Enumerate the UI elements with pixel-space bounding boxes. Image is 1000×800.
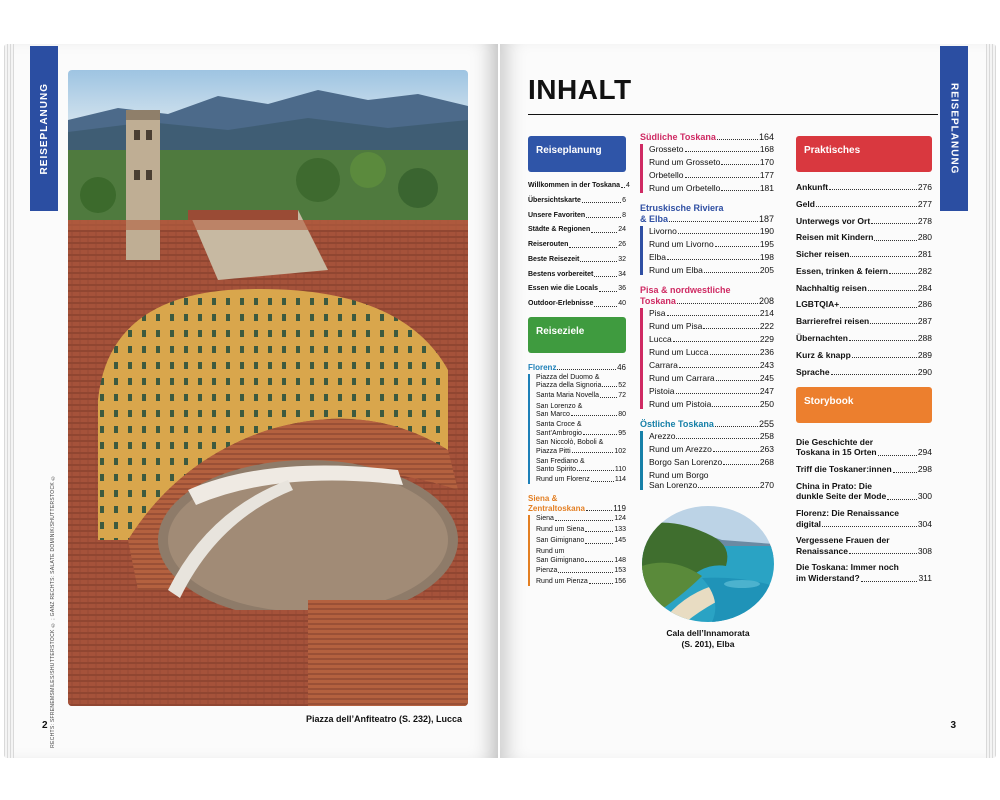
toc-entry[interactable]	[528, 197, 626, 205]
toc-entry-page: 177	[759, 169, 774, 180]
toc-entry-label: San Gimignano	[536, 537, 585, 545]
suedliche-entries	[640, 144, 774, 193]
right-page	[500, 44, 986, 758]
pisa-entries	[640, 308, 774, 409]
section-heading-label: Reiseziele	[536, 325, 585, 337]
circle-caption-line1: Cala dell’Innamorata	[666, 628, 750, 638]
toc-entry-label-line1: Rund um	[536, 548, 565, 556]
toc-entry[interactable]	[536, 537, 626, 545]
toc-entry[interactable]	[649, 252, 774, 262]
toc-entry[interactable]	[649, 431, 774, 441]
etruskische-group	[640, 203, 774, 275]
group-heading-pisa[interactable]	[640, 296, 774, 306]
section-heading-storybook[interactable]	[796, 387, 932, 423]
toc-entry-page: 298	[917, 464, 932, 475]
section-heading-label: Reiseplanung	[536, 145, 602, 156]
page-number-right: 3	[950, 720, 956, 731]
toc-entry-label: Sprache	[796, 366, 830, 377]
toc-entry-label-line1: Vergessene Frauen der	[796, 535, 890, 546]
toc-entry-label: San Lorenzo	[649, 480, 698, 491]
toc-entry-label: Rund um Pisa	[649, 320, 703, 331]
toc-entry[interactable]	[649, 226, 774, 236]
group-heading-line1: Etruskische Riviera	[640, 203, 724, 214]
section-tab-right	[940, 46, 968, 211]
group-heading-siena[interactable]	[528, 504, 626, 513]
toc-entry-page: 26	[618, 241, 626, 249]
toc-entry-page: 286	[917, 299, 932, 310]
group-heading-oestliche[interactable]	[640, 419, 774, 429]
toc-entry[interactable]	[649, 373, 774, 383]
toc-entry-page: 290	[917, 366, 932, 377]
group-heading-label: Östliche Toskana	[640, 418, 714, 429]
toc-entry[interactable]	[649, 334, 774, 344]
toc-entry-page: 247	[759, 385, 774, 396]
toc-entry-label-line1: China in Prato: Die	[796, 480, 873, 491]
toc-entry-page: 133	[614, 525, 626, 533]
toc-entry-label: Rund um Carrara	[649, 372, 715, 383]
toc-entry-page: 72	[618, 391, 626, 399]
toc-entry-label: digital	[796, 518, 822, 529]
cala-innamorata-photo	[642, 506, 774, 622]
toc-entry-page: 243	[759, 359, 774, 370]
toc-entry[interactable]	[649, 360, 774, 370]
toc-entry-page: 181	[759, 182, 774, 193]
group-heading-florenz[interactable]	[528, 363, 626, 372]
toc-entry[interactable]	[536, 476, 626, 484]
circle-photo-caption	[642, 628, 774, 650]
toc-entry-label: Pistoia	[649, 385, 675, 396]
toc-entry-page: 8	[622, 211, 626, 219]
toc-entry-label: Barrierefrei reisen	[796, 316, 870, 327]
toc-entry-label: Piazza della Signoria	[536, 382, 602, 390]
toc-entry-label: Städte & Regionen	[528, 226, 591, 234]
toc-entry[interactable]	[649, 321, 774, 331]
toc-entry-label: Unterwegs vor Ort	[796, 215, 871, 226]
toc-entry[interactable]	[796, 182, 932, 192]
toc-entry-label: Piazza Pitti	[536, 447, 571, 455]
toc-entry[interactable]	[796, 316, 932, 326]
toc-entry-label: dunkle Seite der Mode	[796, 491, 887, 502]
toc-entry-label: Santa Maria Novella	[536, 391, 600, 399]
toc-entry[interactable]	[536, 548, 626, 563]
toc-entry-page: 300	[917, 491, 932, 502]
toc-entry-label-line1: San Niccolò, Boboli &	[536, 439, 604, 447]
group-heading-label: Südliche Toskana	[640, 132, 716, 142]
toc-entry[interactable]	[796, 350, 932, 360]
toc-entry-page: 277	[917, 198, 932, 209]
toc-entry-label: Lucca	[649, 333, 672, 344]
page-number-left: 2	[42, 720, 48, 731]
toc-entry[interactable]	[528, 226, 626, 234]
toc-entry-label: Essen, trinken & feiern	[796, 265, 889, 276]
left-page	[14, 44, 498, 758]
toc-entry-label: Bestens vorbereitet	[528, 270, 594, 278]
toc-entry-page: 304	[917, 518, 932, 529]
toc-entry[interactable]	[528, 256, 626, 264]
toc-entry-page: 205	[759, 264, 774, 275]
lucca-piazza-photo	[68, 70, 468, 706]
toc-entry-label: Siena	[536, 514, 554, 522]
toc-entry-label: Nachhaltig reisen	[796, 282, 867, 293]
toc-entry-page: 222	[759, 320, 774, 331]
toc-entry[interactable]	[649, 457, 774, 467]
toc-entry-label: Ankunft	[796, 182, 829, 192]
toc-entry-page: 102	[614, 447, 626, 455]
toc-entry-label: San Marco	[536, 411, 570, 419]
toc-entry[interactable]	[528, 300, 626, 308]
toc-entry-label: Livorno	[649, 225, 677, 236]
toc-entry[interactable]	[536, 403, 626, 418]
florenz-group	[528, 363, 626, 485]
toc-entry-label-line1: Die Toskana: Immer noch	[796, 562, 899, 573]
toc-entry[interactable]	[536, 439, 626, 454]
toc-entry-page: 281	[917, 249, 932, 260]
toc-entry[interactable]	[796, 367, 932, 377]
toc-entry[interactable]	[649, 308, 774, 318]
toc-entry-page: 282	[917, 265, 932, 276]
storybook-list	[796, 437, 932, 584]
toc-entry[interactable]	[796, 464, 932, 475]
toc-entry-label: Unsere Favoriten	[528, 211, 586, 219]
toc-entry-label: im Widerstand?	[796, 573, 860, 584]
toc-entry-page: 280	[917, 232, 932, 243]
toc-entry-label-line1: San Lorenzo &	[536, 403, 583, 411]
toc-entry-label-line1: Santa Croce &	[536, 421, 582, 429]
toc-entry[interactable]	[536, 526, 626, 534]
toc-entry-page: 294	[917, 447, 932, 458]
toc-entry-label: Carrara	[649, 359, 678, 370]
toc-entry[interactable]	[536, 421, 626, 436]
toc-entry-label: Grosseto	[649, 144, 684, 154]
section-heading-label: Praktisches	[804, 145, 861, 156]
toc-entry[interactable]	[796, 508, 932, 529]
toc-entry-label: Santo Spirito	[536, 465, 577, 473]
toc-entry-page: 311	[918, 573, 932, 584]
toc-entry-page: 36	[618, 285, 626, 293]
toc-entry-label: San Gimignano	[536, 556, 585, 564]
toc-entry-label: Sant’Ambrogio	[536, 429, 582, 437]
photo-credit: RECHTS: SFRENEMSMILES/SHUTTERSTOCK © ; GANZ RECHTS: SALATE DOMINIK/SHUTTERSTOCK ©	[50, 474, 56, 748]
toc-entry[interactable]	[796, 232, 932, 242]
toc-entry[interactable]	[528, 241, 626, 249]
oestliche-group	[640, 419, 774, 490]
praktisches-list	[796, 182, 932, 377]
toc-entry-label: Übernachten	[796, 333, 848, 344]
toc-entry[interactable]	[536, 567, 626, 575]
toc-entry[interactable]	[536, 515, 626, 523]
toc-entry-page: 229	[759, 333, 774, 344]
toc-entry-page: 4	[626, 182, 630, 189]
section-heading-reiseziele[interactable]	[528, 317, 626, 353]
toc-entry-label: LGBTQIA+	[796, 299, 840, 310]
toc-entry-label-line1: Rund um Borgo	[649, 469, 709, 480]
toc-entry-page: 170	[759, 156, 774, 167]
toc-entry-label: Reiserouten	[528, 241, 569, 249]
group-heading-page: 187	[758, 213, 774, 224]
toc-column-3	[796, 136, 932, 590]
toc-entry-label: Toskana in 15 Orten	[796, 447, 877, 458]
toc-entry-label: Rund um Florenz	[536, 475, 590, 483]
group-heading-label: Toskana	[640, 295, 676, 306]
toc-entry[interactable]	[536, 578, 626, 586]
toc-entry-page: 32	[618, 255, 626, 263]
section-tab-label: REISEPLANUNG	[948, 82, 960, 175]
photo-caption: Piazza dell’Anfiteatro (S. 232), Lucca	[305, 714, 462, 724]
toc-entry[interactable]	[796, 249, 932, 259]
toc-entry-page: 145	[614, 537, 626, 545]
toc-entry-label: Übersichtskarte	[528, 196, 581, 204]
toc-entry-page: 124	[614, 514, 626, 522]
toc-entry[interactable]	[649, 170, 774, 180]
toc-entry-page: 168	[759, 144, 774, 154]
group-heading-page: 255	[758, 418, 774, 429]
toc-entry[interactable]	[796, 299, 932, 309]
toc-entry-page: 289	[917, 349, 932, 360]
section-tab-left	[30, 46, 58, 211]
toc-entry-label: Rund um Livorno	[649, 238, 714, 249]
toc-entry-label: Rund um Orbetello	[649, 182, 721, 193]
toc-entry[interactable]	[796, 535, 932, 556]
group-heading-label: & Elba	[640, 213, 669, 224]
toc-entry-page: 195	[759, 238, 774, 249]
group-heading-etruskische[interactable]	[640, 214, 774, 224]
toc-entry-label: Kurz & knapp	[796, 349, 851, 360]
toc-entry-label: Rund um Lucca	[649, 346, 709, 357]
toc-entry-label: Triff die Toskaner:innen	[796, 464, 892, 475]
toc-entry-page: 288	[917, 333, 932, 344]
toc-entry-page: 258	[759, 430, 774, 441]
toc-entry-page: 190	[759, 225, 774, 236]
page-title: INHALT	[528, 74, 632, 105]
toc-entry[interactable]	[536, 374, 626, 389]
etruskische-entries	[640, 226, 774, 275]
toc-entry-label: Rund um Pienza	[536, 577, 588, 585]
toc-entry-page: 287	[917, 316, 932, 327]
toc-entry[interactable]	[796, 283, 932, 293]
toc-entry[interactable]	[528, 212, 626, 220]
toc-entry[interactable]	[536, 458, 626, 473]
group-heading-page: 164	[758, 132, 774, 142]
toc-entry-label: Arezzo	[649, 430, 676, 441]
toc-entry-label: Renaissance	[796, 545, 848, 556]
group-heading-page: 208	[758, 295, 774, 306]
toc-entry-page: 148	[614, 556, 626, 564]
toc-entry[interactable]	[536, 392, 626, 400]
toc-entry-page: 284	[917, 282, 932, 293]
circle-caption-line2: (S. 201), Elba	[681, 639, 735, 650]
toc-entry[interactable]	[649, 470, 774, 490]
toc-entry-label: Elba	[649, 251, 667, 262]
toc-entry-page: 278	[917, 215, 932, 226]
toc-entry-page: 245	[759, 372, 774, 383]
toc-entry-label: Pienza	[536, 566, 558, 574]
toc-entry-label: Willkommen in der Toskana	[528, 182, 620, 189]
toc-entry[interactable]	[796, 216, 932, 226]
toc-entry-page: 34	[618, 270, 626, 278]
toc-entry-label-line1: Piazza del Duomo &	[536, 373, 600, 381]
toc-entry-page: 214	[759, 307, 774, 318]
toc-entry[interactable]	[649, 386, 774, 396]
section-heading-reiseplanung[interactable]	[528, 136, 626, 172]
toc-entry-page: 95	[618, 429, 626, 437]
toc-entry[interactable]	[649, 239, 774, 249]
toc-entry[interactable]	[649, 399, 774, 409]
toc-entry-page: 198	[759, 251, 774, 262]
toc-entry-page: 156	[614, 577, 626, 585]
toc-entry-page: 270	[759, 480, 774, 491]
toc-entry-label: Geld	[796, 198, 815, 209]
toc-entry[interactable]	[796, 437, 932, 458]
toc-entry[interactable]	[528, 285, 626, 293]
toc-column-2	[640, 132, 774, 500]
toc-entry-label: Orbetello	[649, 169, 684, 180]
section-heading-praktisches[interactable]	[796, 136, 932, 172]
group-heading-page: 46	[617, 362, 626, 372]
siena-group	[528, 494, 626, 586]
toc-entry[interactable]	[649, 444, 774, 454]
group-heading-page: 119	[613, 503, 626, 513]
toc-entry[interactable]	[649, 157, 774, 167]
toc-entry-page: 263	[759, 443, 774, 454]
toc-entry[interactable]	[796, 562, 932, 583]
group-heading-label: Florenz	[528, 362, 557, 372]
toc-entry-page: 153	[614, 566, 626, 574]
toc-entry-page: 114	[614, 475, 626, 483]
toc-entry-page: 6	[622, 196, 626, 204]
toc-entry-page: 236	[759, 346, 774, 357]
toc-entry[interactable]	[796, 199, 932, 209]
toc-entry-page: 52	[618, 382, 626, 390]
section-heading-label: Storybook	[804, 395, 854, 407]
toc-entry-label: Beste Reisezeit	[528, 255, 580, 263]
toc-entry-label: Borgo San Lorenzo	[649, 456, 723, 467]
reiseplanung-list	[528, 182, 630, 309]
toc-entry-label: Reisen mit Kindern	[796, 232, 874, 243]
oestliche-entries	[640, 431, 774, 490]
toc-entry-label-line1: Die Geschichte der	[796, 436, 874, 447]
pisa-group	[640, 285, 774, 409]
toc-entry[interactable]	[796, 481, 932, 502]
group-heading-line1: Siena &	[528, 494, 558, 504]
siena-entries	[528, 515, 626, 586]
toc-entry-page: 80	[618, 411, 626, 419]
toc-entry-page: 268	[759, 456, 774, 467]
suedliche-group	[640, 132, 774, 193]
toc-entry-page: 250	[759, 398, 774, 409]
toc-entry[interactable]	[649, 265, 774, 275]
group-heading-suedliche[interactable]	[640, 132, 774, 142]
toc-entry-page: 110	[614, 465, 626, 473]
toc-entry-label: Rund um Elba	[649, 264, 703, 275]
toc-entry[interactable]	[649, 347, 774, 357]
toc-entry[interactable]	[649, 183, 774, 193]
toc-entry-label-line1: Florenz: Die Renaissance	[796, 507, 899, 518]
toc-entry-label: Outdoor-Erlebnisse	[528, 300, 594, 308]
toc-entry-label: Pisa	[649, 307, 666, 318]
group-heading-label: Zentraltoskana	[528, 503, 585, 513]
toc-entry[interactable]	[796, 266, 932, 276]
toc-entry-label: Rund um Grosseto	[649, 156, 721, 167]
toc-entry-page: 276	[917, 182, 932, 192]
section-tab-label: REISEPLANUNG	[38, 82, 50, 175]
toc-column-1	[528, 136, 630, 596]
title-rule	[528, 114, 938, 115]
toc-entry-page: 308	[917, 545, 932, 556]
toc-entry-label: Rund um Pistoia	[649, 398, 712, 409]
toc-entry-page: 24	[618, 226, 626, 234]
toc-entry-label: Sicher reisen	[796, 249, 850, 260]
toc-entry-label: Rund um Siena	[536, 525, 585, 533]
toc-entry[interactable]	[528, 182, 630, 190]
group-heading-line1: Pisa & nordwestliche	[640, 285, 731, 296]
toc-entry[interactable]	[796, 333, 932, 343]
toc-entry-page: 40	[618, 300, 626, 308]
toc-entry-label-line1: San Frediano &	[536, 457, 585, 465]
toc-entry[interactable]	[528, 271, 626, 279]
florenz-entries	[528, 374, 626, 485]
toc-entry[interactable]	[649, 144, 774, 154]
toc-entry-label: Rund um Arezzo	[649, 443, 712, 454]
toc-entry-label: Essen wie die Locals	[528, 285, 599, 293]
